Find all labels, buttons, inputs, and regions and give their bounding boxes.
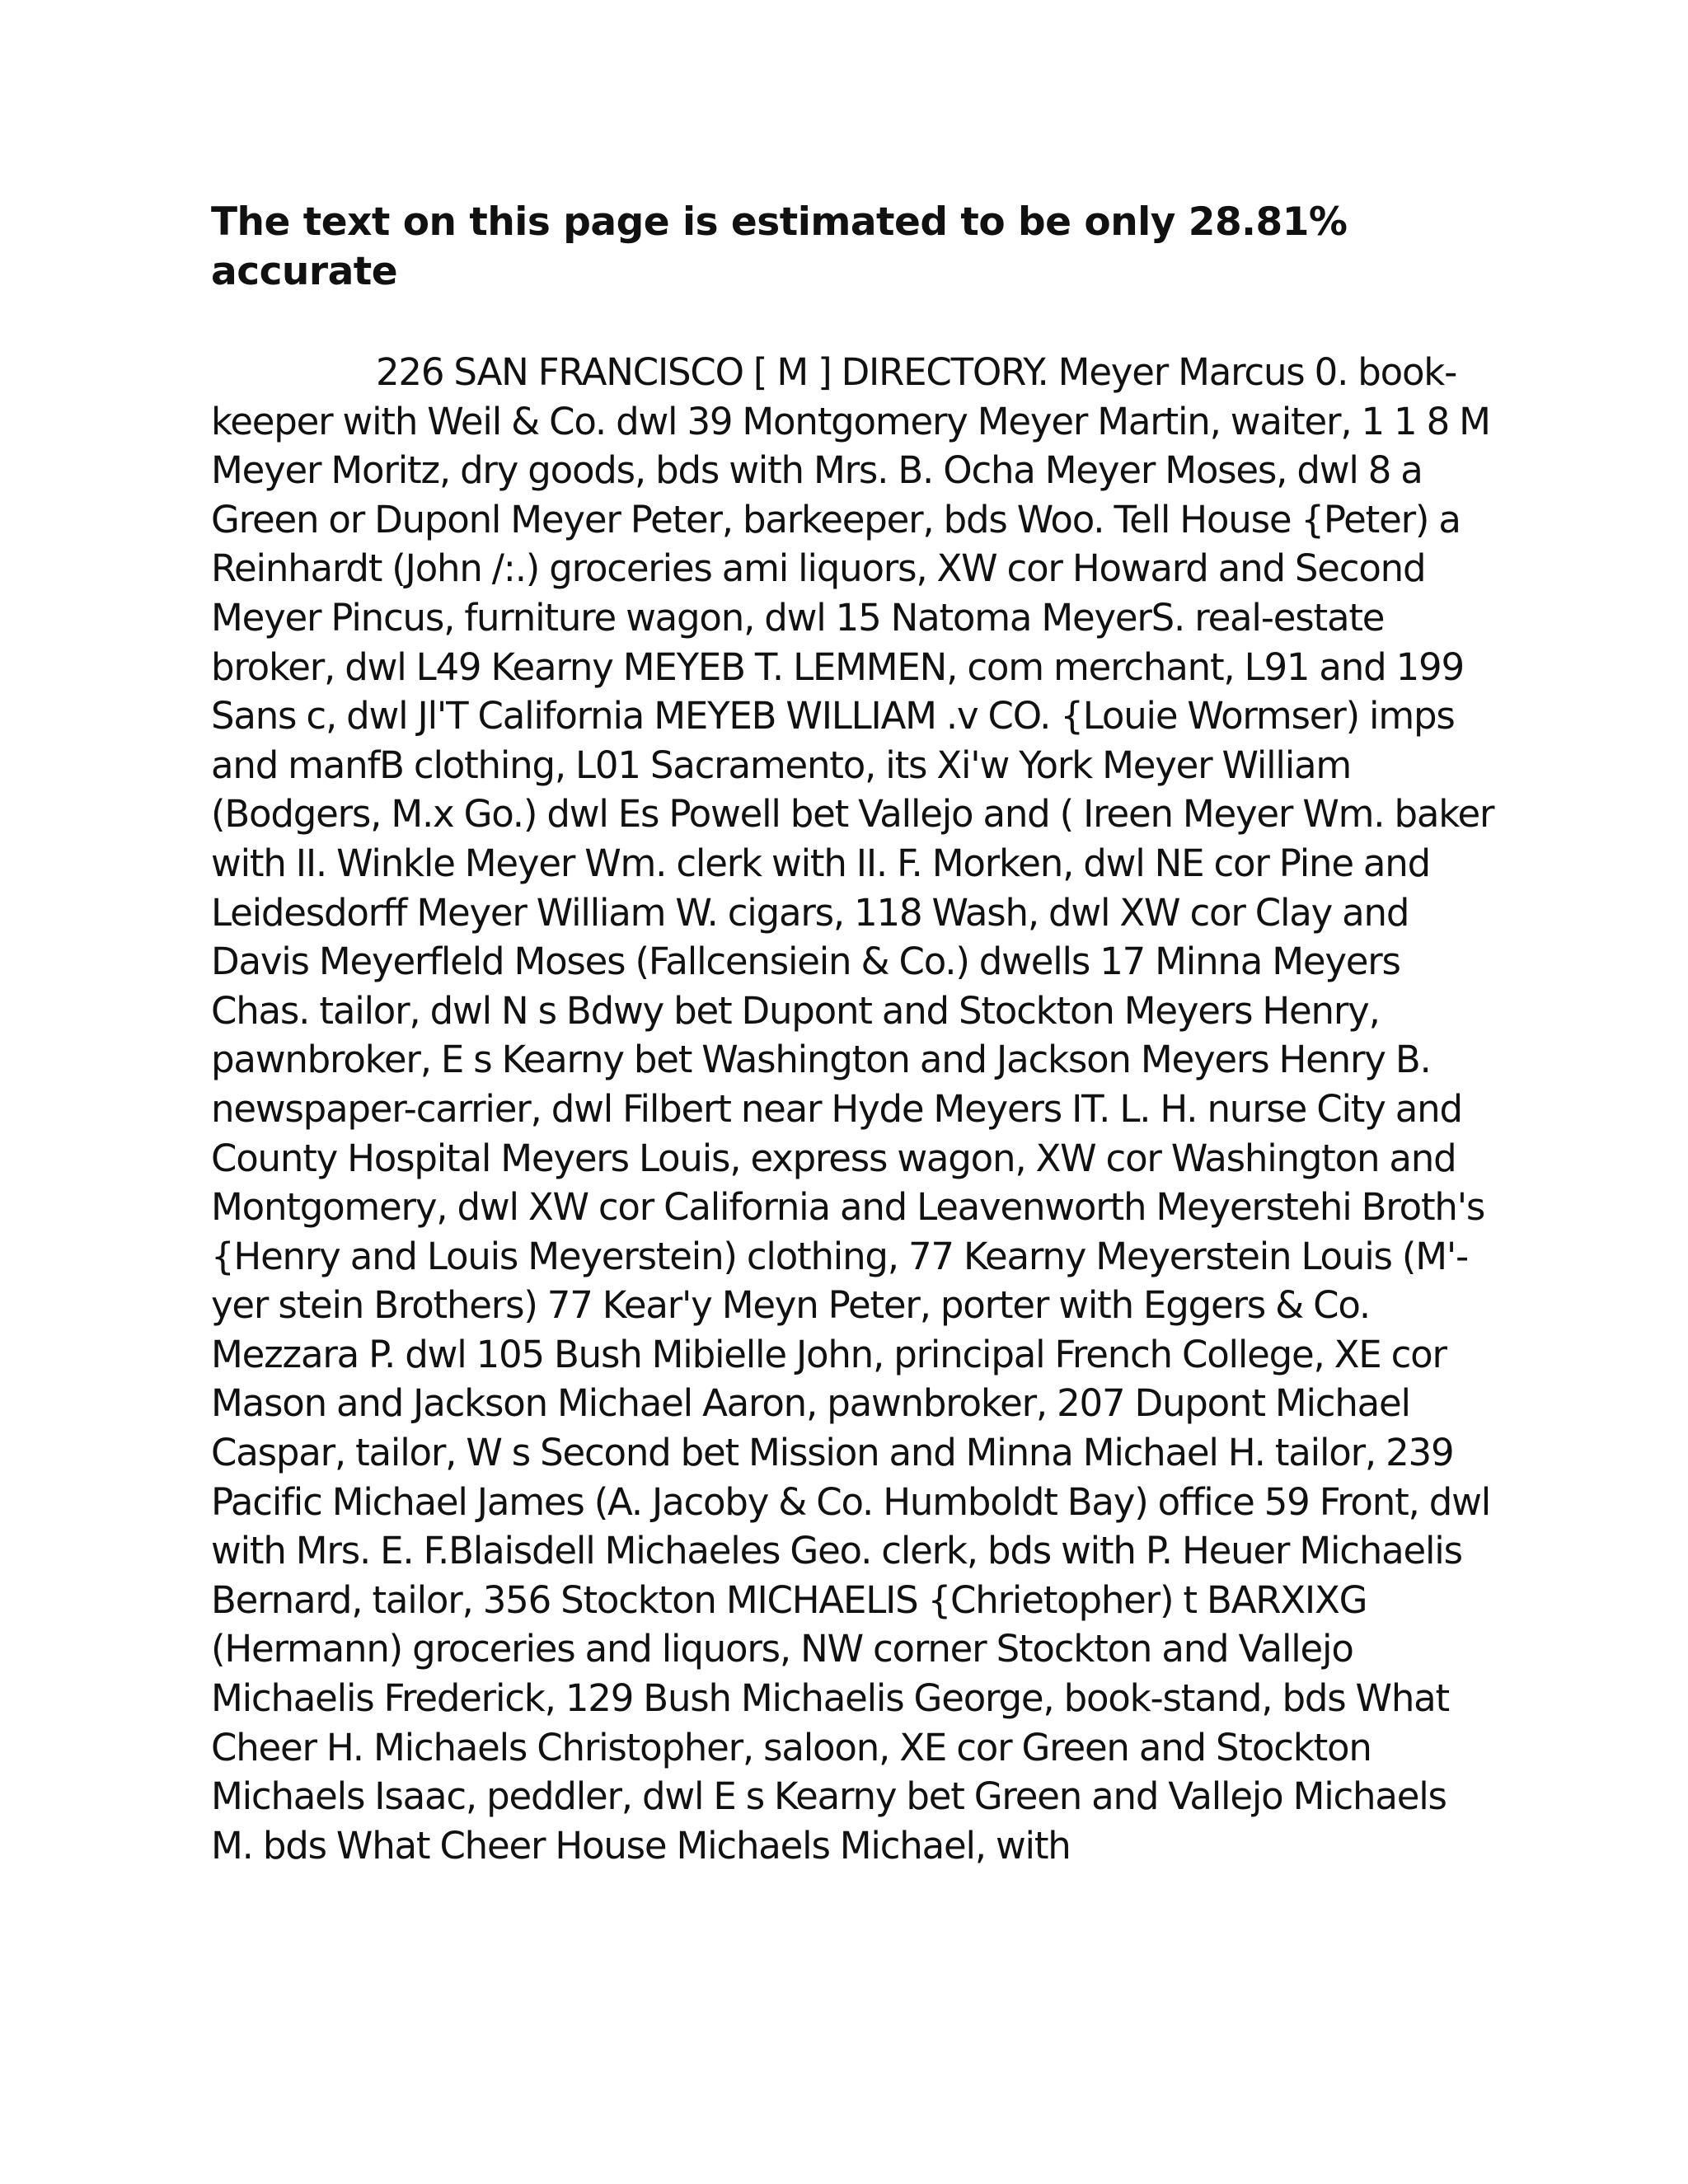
- ocr-accuracy-heading: The text on this page is estimated to be only 28.81% accurate: [211, 199, 1348, 294]
- ocr-text-body: 226 SAN FRANCISCO [ M ] DIRECTORY. Meyer Marcus 0. book-keeper with Weil & Co. dwl 39 Montgomery Meyer Martin, waiter, 1 1 8 M Meyer Moritz, dry goods, bds with Mrs. B. Ocha Meyer Moses, dwl 8 a Green or Duponl Meyer Peter, barkeeper, bds Woo. Tell House {Peter) a Reinhardt (John /:.) groceries ami liquors, XW cor Howard and Second Meyer Pincus, furniture wagon, dwl 15 Natoma MeyerS. real-estate broker, dwl L49 Kearny MEYEB T. LEMMEN, com merchant, L91 and 199 Sans c, dwl Jl'T California MEYEB WILLIAM .v CO. {Louie Wormser) imps and manfB clothing, L01 Sacramento, its Xi'w York Meyer William (Bodgers, M.x Go.) dwl Es Powell bet Vallejo and ( Ireen Meyer Wm. baker with II. Winkle Meyer Wm. clerk with II. F. Morken, dwl NE cor Pine and Leidesdorff Meyer William W. cigars, 118 Wash, dwl XW cor Clay and Davis Meyerfleld Moses (Fallcensiein & Co.) dwells 17 Minna Meyers Chas. tailor, dwl N s Bdwy bet Dupont and Stockton Meyers Henry, pawnbroker, E s Kearny bet Washington and Jackson Meyers Henry B. newspaper-carrier, dwl Filbert near Hyde Meyers IT. L. H. nurse City and County Hospital Meyers Louis, express wagon, XW cor Washington and Montgomery, dwl XW cor California and Leavenworth Meyerstehi Broth's {Henry and Louis Meyerstein) clothing, 77 Kearny Meyerstein Louis (M'-yer stein Brothers) 77 Kear'y Meyn Peter, porter with Eggers & Co. Mezzara P. dwl 105 Bush Mibielle John, principal French College, XE cor Mason and Jackson Michael Aaron, pawnbroker, 207 Dupont Michael Caspar, tailor, W s Second bet Mission and Minna Michael H. tailor, 239 Pacific Michael James (A. Jacoby & Co. Humboldt Bay) office 59 Front, dwl with Mrs. E. F.Blaisdell Michaeles Geo. clerk, bds with P. Heuer Michaelis Bernard, tailor, 356 Stockton MICHAELIS {Chrietopher) t BARXIXG (Hermann) groceries and liquors, NW corner Stockton and Vallejo Michaelis Frederick, 129 Bush Michaelis George, book-stand, bds What Cheer H. Michaels Christopher, saloon, XE cor Green and Stockton Michaels Isaac, peddler, dwl E s Kearny bet Green and Vallejo Michaels M. bds What Cheer House Michaels Michael, with: [211, 350, 1494, 1868]
- page-content: [211, 198, 1497, 1870]
